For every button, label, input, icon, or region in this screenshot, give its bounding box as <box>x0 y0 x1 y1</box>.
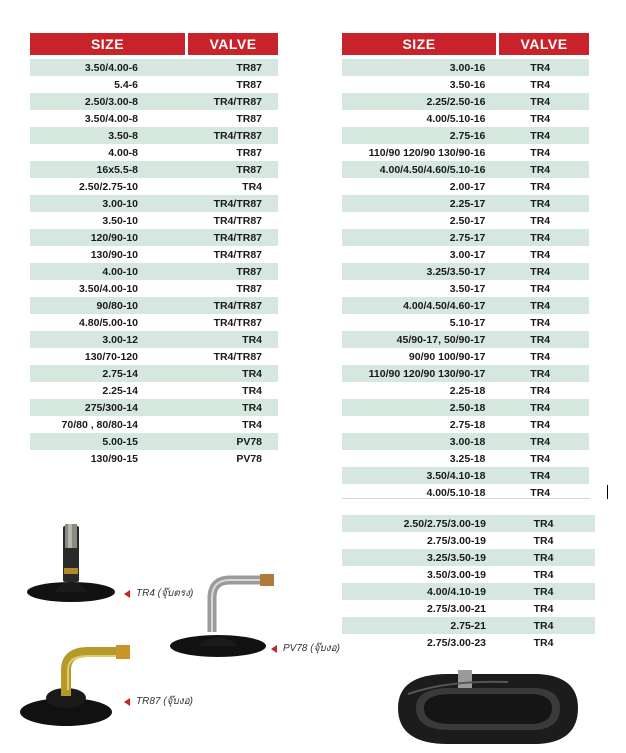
size-cell: 3.50/3.00-19 <box>427 568 486 581</box>
valve-cell: TR4 <box>530 367 551 380</box>
size-cell: 4.00/5.10-16 <box>426 112 486 125</box>
table-row <box>342 246 589 263</box>
table-row <box>342 229 589 246</box>
valve-cell: TR4 <box>530 112 551 125</box>
table-row <box>342 416 589 433</box>
size-cell: 130/90-15 <box>90 452 138 465</box>
right-size-table <box>342 33 589 501</box>
table-row <box>342 314 589 331</box>
text-cursor <box>607 485 608 499</box>
size-cell: 110/90 120/90 130/90-17 <box>368 367 486 380</box>
table-row <box>30 144 278 161</box>
size-cell: 130/70-120 <box>84 350 138 363</box>
table-row <box>342 382 589 399</box>
size-cell: 2.75/3.00-21 <box>427 602 486 615</box>
size-cell: 90/80-10 <box>96 299 138 312</box>
arrow-left-icon <box>271 645 277 653</box>
table-row <box>30 229 278 246</box>
size-cell: 4.00-8 <box>108 146 138 159</box>
size-cell: 3.50-17 <box>449 282 486 295</box>
valve-cell: TR4 <box>533 636 554 649</box>
valve-cell: TR4 <box>530 350 551 363</box>
table-row <box>30 314 278 331</box>
valve-cell: TR4/TR87 <box>213 248 262 261</box>
table-row <box>342 532 595 549</box>
valve-cell: TR87 <box>236 61 262 74</box>
size-cell: 2.75-18 <box>449 418 486 431</box>
valve-cell: TR4 <box>530 299 551 312</box>
size-cell: 2.75/3.00-19 <box>427 534 486 547</box>
valve-cell: PV78 <box>236 435 262 448</box>
valve-cell: TR4 <box>530 146 551 159</box>
valve-cell: TR4/TR87 <box>213 95 262 108</box>
valve-cell: TR4 <box>530 384 551 397</box>
right-table-header <box>342 33 589 55</box>
size-cell: 3.00-10 <box>102 197 138 210</box>
valve-cell: TR4 <box>530 197 551 210</box>
valve-cell: TR4 <box>242 367 262 380</box>
valve-cell: TR4 <box>530 163 551 176</box>
left-table-header <box>30 33 278 55</box>
size-cell: 130/90-10 <box>90 248 138 261</box>
size-cell: 3.00-17 <box>449 248 486 261</box>
table-row <box>342 467 589 484</box>
size-cell: 3.25/3.50-17 <box>426 265 486 278</box>
size-cell: 3.25/3.50-19 <box>427 551 486 564</box>
valve-cell: TR87 <box>236 282 262 295</box>
valve-column-header: VALVE <box>188 33 278 55</box>
size-cell: 3.50/4.00-10 <box>79 282 138 295</box>
valve-cell: TR4 <box>530 78 551 91</box>
valve-cell: TR4 <box>242 384 262 397</box>
valve-cell: TR4 <box>530 214 551 227</box>
valve-cell: TR4 <box>530 129 551 142</box>
table-row <box>30 212 278 229</box>
valve-cell: TR4 <box>530 180 551 193</box>
table-row <box>342 617 595 634</box>
valve-cell: TR4 <box>533 602 554 615</box>
size-column-header: SIZE <box>342 33 496 55</box>
size-cell: 5.00-15 <box>102 435 138 448</box>
table-row <box>342 280 589 297</box>
table-row <box>342 161 589 178</box>
valve-cell: TR87 <box>236 163 262 176</box>
size-cell: 2.75-17 <box>449 231 486 244</box>
size-column-header: SIZE <box>30 33 185 55</box>
size-cell: 110/90 120/90 130/90-16 <box>368 146 486 159</box>
valve-cell: TR4 <box>530 418 551 431</box>
valve-cell: TR4 <box>530 265 551 278</box>
table-row <box>30 246 278 263</box>
table-row <box>30 263 278 280</box>
valve-cell: PV78 <box>236 452 262 465</box>
valve-cell: TR4 <box>533 517 554 530</box>
size-cell: 3.50/4.10-18 <box>426 469 486 482</box>
inner-tube-image <box>388 664 588 750</box>
table-row <box>30 178 278 195</box>
size-cell: 3.00-18 <box>449 435 486 448</box>
table-row <box>342 399 589 416</box>
size-cell: 4.00/4.50/4.60-17 <box>403 299 486 312</box>
size-cell: 3.50/4.00-6 <box>84 61 138 74</box>
valve-cell: TR4/TR87 <box>213 197 262 210</box>
valve-cell: TR4 <box>530 435 551 448</box>
pv78-valve-image <box>168 568 278 663</box>
size-cell: 275/300-14 <box>84 401 138 414</box>
size-cell: 2.00-17 <box>449 180 486 193</box>
table-row <box>30 127 278 144</box>
valve-cell: TR4 <box>530 95 551 108</box>
table-row <box>342 297 589 314</box>
table-row <box>342 76 589 93</box>
valve-cell: TR4 <box>530 282 551 295</box>
size-cell: 2.25-17 <box>449 197 486 210</box>
valve-cell: TR4/TR87 <box>213 231 262 244</box>
valve-cell: TR4 <box>530 231 551 244</box>
size-cell: 4.80/5.00-10 <box>79 316 138 329</box>
size-cell: 3.50/4.00-8 <box>84 112 138 125</box>
valve-column-header: VALVE <box>499 33 589 55</box>
size-cell: 45/90-17, 50/90-17 <box>396 333 486 346</box>
valve-cell: TR4 <box>242 180 262 193</box>
table-row <box>30 195 278 212</box>
table-row <box>342 450 589 467</box>
valve-cell: TR4 <box>530 486 551 499</box>
valve-cell: TR4 <box>533 568 554 581</box>
table-row <box>342 178 589 195</box>
valve-cell: TR4/TR87 <box>213 129 262 142</box>
valve-cell: TR4 <box>530 469 551 482</box>
size-cell: 2.75/3.00-23 <box>427 636 486 649</box>
size-cell: 2.75-21 <box>450 619 486 632</box>
table-row <box>30 280 278 297</box>
valve-cell: TR4/TR87 <box>213 299 262 312</box>
size-cell: 3.50-16 <box>449 78 486 91</box>
size-cell: 120/90-10 <box>90 231 138 244</box>
valve-cell: TR4 <box>530 452 551 465</box>
table-row <box>342 331 589 348</box>
tr87-valve-image <box>16 640 136 735</box>
size-cell: 3.50-8 <box>108 129 138 142</box>
size-cell: 4.00-10 <box>102 265 138 278</box>
right-size-table-2 <box>342 515 595 651</box>
size-cell: 2.25-14 <box>102 384 138 397</box>
valve-cell: TR87 <box>236 146 262 159</box>
table-row <box>30 433 278 450</box>
valve-cell: TR4 <box>533 534 554 547</box>
size-cell: 4.00/4.50/4.60/5.10-16 <box>379 163 486 176</box>
valve-cell: TR87 <box>236 265 262 278</box>
size-cell: 16x5.5-8 <box>96 163 138 176</box>
table-row <box>30 416 278 433</box>
table-row <box>342 348 589 365</box>
table-row <box>30 450 278 467</box>
table-row <box>342 515 595 532</box>
arrow-left-icon <box>124 698 130 706</box>
size-cell: 4.00/5.10-18 <box>426 486 486 499</box>
table-row <box>30 110 278 127</box>
valve-cell: TR4 <box>533 585 554 598</box>
valve-cell: TR87 <box>236 112 262 125</box>
size-cell: 5.4-6 <box>114 78 138 91</box>
tr4-valve-label: TR4 (จุ๊บตรง) <box>124 586 193 601</box>
size-cell: 3.25-18 <box>449 452 486 465</box>
tr87-valve-label: TR87 (จุ๊บงอ) <box>124 694 193 709</box>
size-cell: 2.50-18 <box>449 401 486 414</box>
valve-cell: TR4/TR87 <box>213 350 262 363</box>
size-cell: 3.00-12 <box>102 333 138 346</box>
size-cell: 2.25/2.50-16 <box>426 95 486 108</box>
size-cell: 2.50/3.00-8 <box>84 95 138 108</box>
table-row <box>342 365 589 382</box>
size-cell: 2.75-16 <box>449 129 486 142</box>
size-cell: 3.00-16 <box>449 61 486 74</box>
table-row <box>30 76 278 93</box>
valve-cell: TR4 <box>242 418 262 431</box>
table-row <box>342 566 595 583</box>
table-row <box>30 93 278 110</box>
table-row <box>342 583 595 600</box>
size-cell: 2.50/2.75-10 <box>79 180 138 193</box>
table-row <box>342 549 595 566</box>
table-row <box>30 331 278 348</box>
table-row <box>342 263 589 280</box>
table-row <box>30 365 278 382</box>
size-cell: 5.10-17 <box>449 316 486 329</box>
table-row <box>30 161 278 178</box>
table-row <box>30 59 278 76</box>
table-row <box>30 382 278 399</box>
valve-cell: TR4 <box>533 619 554 632</box>
valve-cell: TR87 <box>236 78 262 91</box>
size-cell: 90/90 100/90-17 <box>408 350 486 363</box>
table-row <box>30 348 278 365</box>
table-row <box>342 144 589 161</box>
table-row <box>342 195 589 212</box>
table-row <box>342 110 589 127</box>
table-row <box>342 600 595 617</box>
table-row <box>30 297 278 314</box>
valve-cell: TR4 <box>530 401 551 414</box>
size-cell: 2.25-18 <box>449 384 486 397</box>
valve-cell: TR4/TR87 <box>213 214 262 227</box>
table-row <box>30 399 278 416</box>
valve-cell: TR4 <box>530 316 551 329</box>
table-row <box>342 433 589 450</box>
table-row <box>342 212 589 229</box>
valve-cell: TR4 <box>242 401 262 414</box>
table-row <box>342 59 589 76</box>
arrow-left-icon <box>124 590 130 598</box>
valve-cell: TR4 <box>530 333 551 346</box>
size-cell: 3.50-10 <box>102 214 138 227</box>
valve-cell: TR4/TR87 <box>213 316 262 329</box>
table-row <box>342 634 595 651</box>
valve-cell: TR4 <box>242 333 262 346</box>
size-cell: 70/80 , 80/80-14 <box>61 418 138 431</box>
size-cell: 2.50/2.75/3.00-19 <box>403 517 486 530</box>
left-size-table <box>30 33 278 467</box>
tr4-valve-image <box>24 520 119 605</box>
size-cell: 4.00/4.10-19 <box>427 585 486 598</box>
table-divider <box>342 498 590 499</box>
table-row <box>342 93 589 110</box>
pv78-valve-label: PV78 (จุ๊บงอ) <box>271 641 340 656</box>
valve-cell: TR4 <box>530 248 551 261</box>
size-cell: 2.50-17 <box>449 214 486 227</box>
valve-cell: TR4 <box>533 551 554 564</box>
valve-cell: TR4 <box>530 61 551 74</box>
size-cell: 2.75-14 <box>102 367 138 380</box>
table-row <box>342 127 589 144</box>
